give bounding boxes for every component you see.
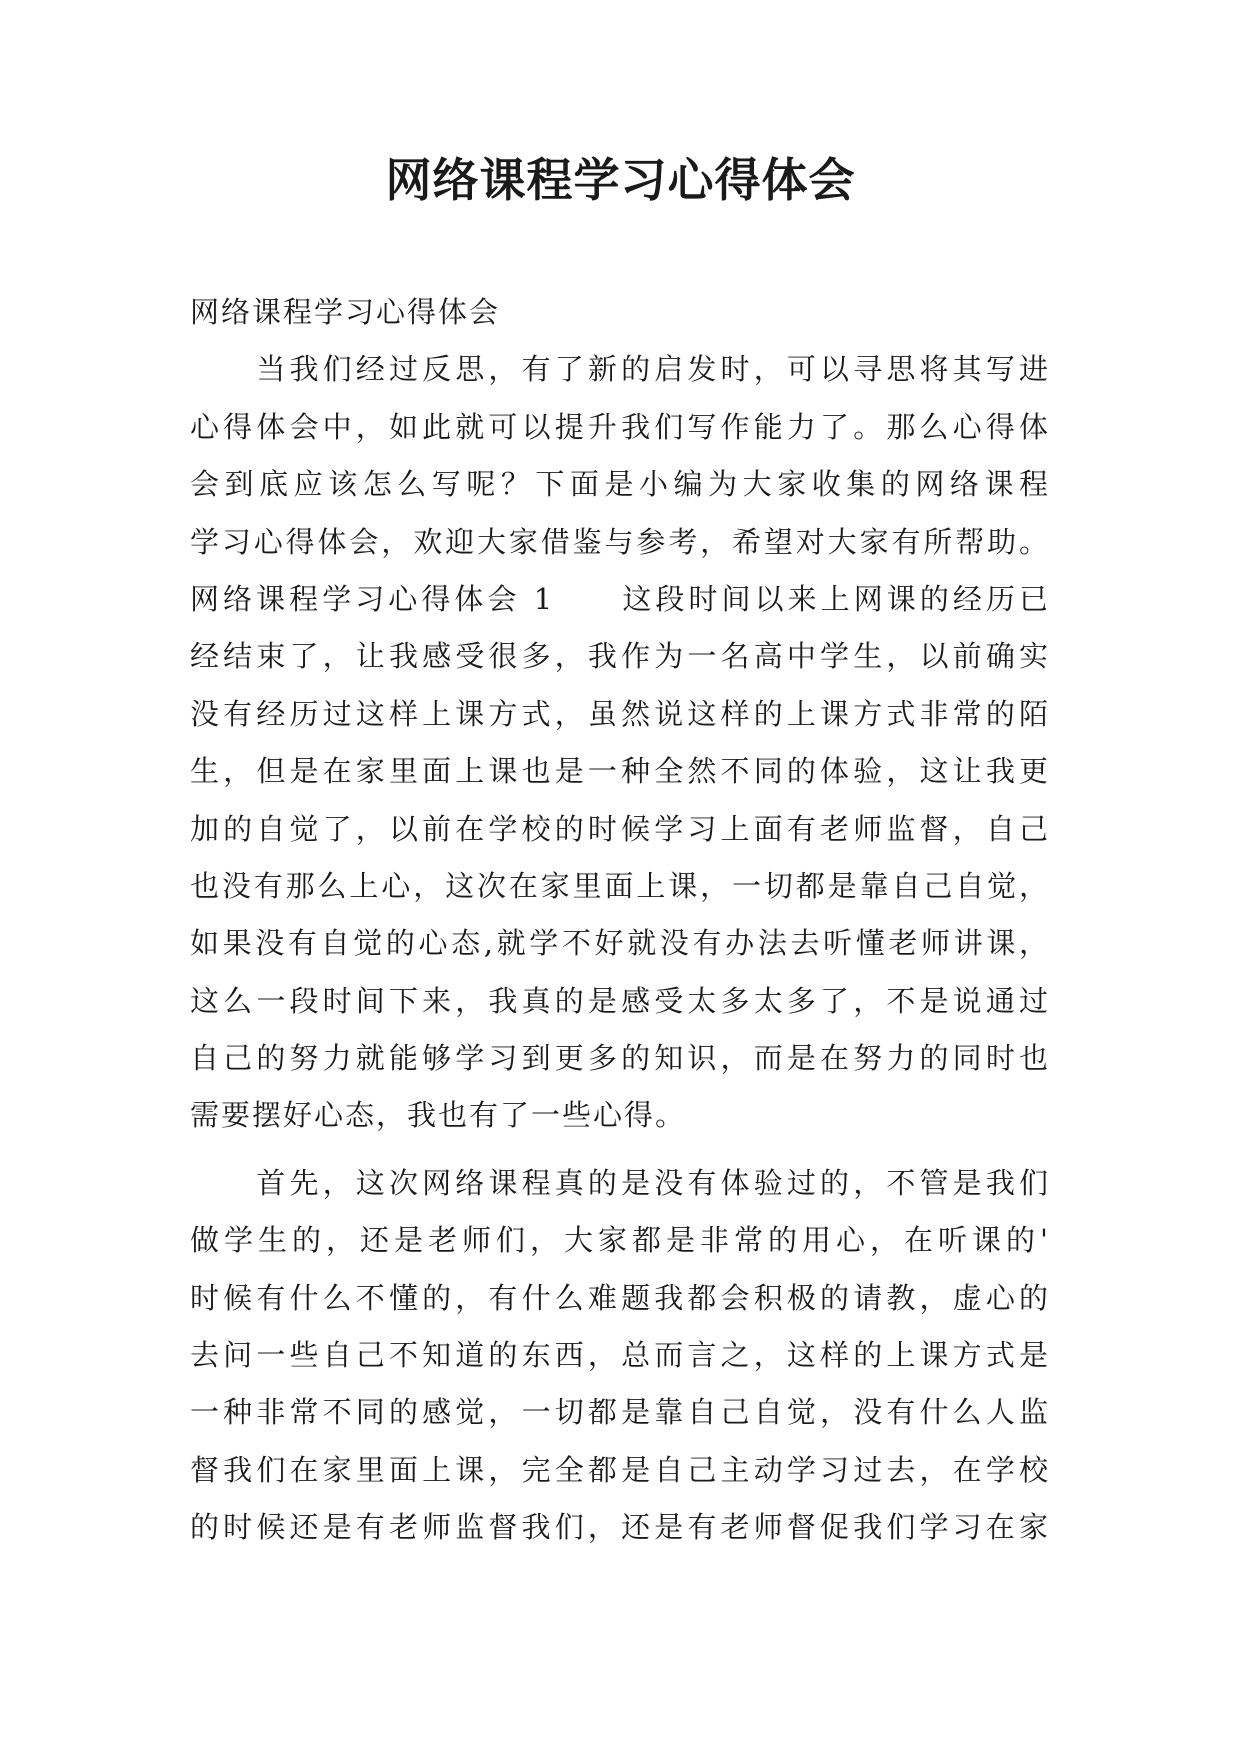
body-line: 心得体会中，如此就可以提升我们写作能力了。那么心得体: [190, 409, 1050, 444]
body-line: 当我们经过反思，有了新的启发时，可以寻思将其写进: [190, 352, 1050, 387]
body-line: 没有经历过这样上课方式，虽然说这样的上课方式非常的陌: [190, 696, 1050, 731]
body-line: 需要摆好心态，我也有了一些心得。: [190, 1098, 687, 1133]
document-body: [190, 284, 1050, 1557]
body-line: 自己的努力就能够学习到更多的知识，而是在努力的同时也: [190, 1041, 1050, 1076]
body-line: 做学生的，还是老师们，大家都是非常的用心，在听课的': [190, 1223, 1050, 1258]
body-line: 会到底应该怎么写呢？下面是小编为大家收集的网络课程: [190, 467, 1050, 502]
document-title: 网络课程学习心得体会: [385, 153, 856, 207]
body-line: 学习心得体会，欢迎大家借鉴与参考，希望对大家有所帮助。: [190, 524, 1050, 559]
body-line: 如果没有自觉的心态,就学不好就没有办法去听懂老师讲课，: [190, 926, 1050, 961]
body-line: 去问一些自己不知道的东西，总而言之，这样的上课方式是: [190, 1338, 1050, 1373]
body-line: 督我们在家里面上课，完全都是自己主动学习过去，在学校: [190, 1452, 1050, 1487]
body-line: 首先，这次网络课程真的是没有体验过的，不管是我们: [190, 1165, 1050, 1200]
body-line: 网络课程学习心得体会: [190, 295, 501, 329]
body-line: 这么一段时间下来，我真的是感受太多太多了，不是说通过: [190, 983, 1050, 1018]
body-line: 加的自觉了，以前在学校的时候学习上面有老师监督，自己: [190, 811, 1050, 846]
body-line: 经结束了，让我感受很多，我作为一名高中学生，以前确实: [190, 639, 1050, 674]
body-line: 也没有那么上心，这次在家里面上课，一切都是靠自己自觉，: [190, 868, 1050, 903]
body-line: 时候有什么不懂的，有什么难题我都会积极的请教，虚心的: [190, 1280, 1050, 1315]
body-line: 的时候还是有老师监督我们，还是有老师督促我们学习在家: [190, 1510, 1050, 1545]
body-line: 网络课程学习心得体会 1 这段时间以来上网课的经历已: [190, 581, 1050, 616]
paragraph-gap: [190, 1145, 1050, 1155]
body-line: 一种非常不同的感觉，一切都是靠自己自觉，没有什么人监: [190, 1395, 1050, 1430]
body-line: 生，但是在家里面上课也是一种全然不同的体验，这让我更: [190, 754, 1050, 789]
